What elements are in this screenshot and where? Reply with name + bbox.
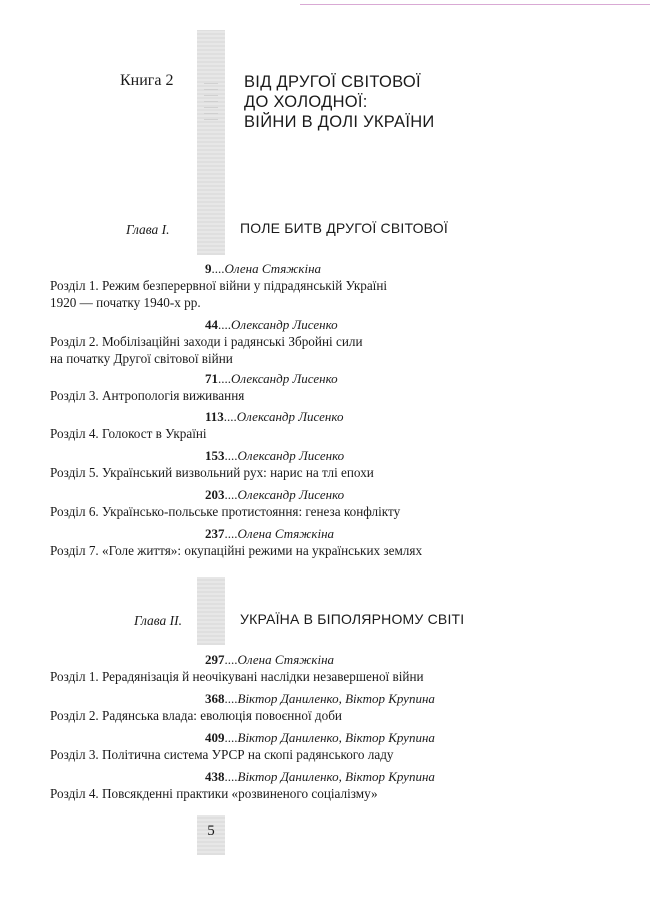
toc-entry bbox=[50, 486, 490, 520]
section-title: Розділ 2. Мобілізаційні заходи і радянські Збройні сили bbox=[50, 334, 363, 349]
author: Віктор Даниленко, Віктор Крупина bbox=[237, 769, 435, 784]
author: Олександр Лисенко bbox=[237, 487, 345, 502]
entry-header bbox=[50, 316, 490, 333]
leader-dots: .... bbox=[224, 652, 238, 667]
leader-dots: .... bbox=[223, 409, 237, 424]
toc-entry bbox=[50, 447, 490, 481]
book-label: Книга 2 bbox=[120, 72, 174, 89]
top-border-line bbox=[300, 4, 650, 5]
toc-entry bbox=[50, 260, 490, 311]
author: Олександр Лисенко bbox=[231, 317, 338, 332]
book-title-line: ДО ХОЛОДНОЇ: bbox=[244, 93, 368, 111]
author: Олександр Лисенко bbox=[236, 409, 344, 424]
leader-dots: .... bbox=[224, 526, 238, 541]
decorative-gray-strip bbox=[197, 30, 225, 255]
toc-entry bbox=[50, 525, 490, 559]
section-title: Розділ 3. Політична система УРСР на скопі радянського ладу bbox=[50, 747, 394, 762]
section-title: Розділ 7. «Голе життя»: окупаційні режими на українських землях bbox=[50, 543, 423, 558]
page-ref: 409 bbox=[205, 730, 225, 745]
chapter-label: Глава I. bbox=[126, 222, 170, 237]
section-title: Розділ 1. Рерадянізація й неочікувані наслідки незавершеної війни bbox=[50, 669, 424, 684]
toc-entry bbox=[50, 729, 490, 763]
chapter-title: ПОЛЕ БИТВ ДРУГОЇ СВІТОВОЇ bbox=[240, 220, 448, 236]
author: Олександр Лисенко bbox=[231, 371, 338, 386]
page-ref: 368 bbox=[205, 691, 225, 706]
entry-header bbox=[50, 260, 490, 277]
section-title: Розділ 6. Українсько-польське протистояння: генеза конфлікту bbox=[50, 504, 401, 519]
toc-entry bbox=[50, 370, 490, 404]
chapter-title: УКРАЇНА В БІПОЛЯРНОМУ СВІТІ bbox=[240, 611, 465, 627]
toc-entry bbox=[50, 316, 490, 367]
page-ref: 297 bbox=[205, 652, 225, 667]
section-title: Розділ 3. Антропологія виживання bbox=[50, 388, 245, 403]
author: Віктор Даниленко, Віктор Крупина bbox=[237, 730, 435, 745]
leader-dots: .... bbox=[211, 261, 225, 276]
entry-header bbox=[50, 408, 490, 425]
author: Віктор Даниленко, Віктор Крупина bbox=[237, 691, 435, 706]
decorative-gray-strip bbox=[197, 577, 225, 645]
entry-header bbox=[50, 690, 490, 707]
page-ref: 44 bbox=[205, 317, 218, 332]
toc-entry bbox=[50, 768, 490, 802]
leader-dots: .... bbox=[224, 730, 238, 745]
section-title: Розділ 4. Голокост в Україні bbox=[50, 426, 207, 441]
author: Олена Стяжкіна bbox=[237, 526, 335, 541]
chapter-label: Глава II. bbox=[134, 613, 183, 628]
page-ref: 9 bbox=[205, 261, 212, 276]
book-title-line: ВІЙНИ В ДОЛІ УКРАЇНИ bbox=[244, 113, 435, 131]
page-ref: 237 bbox=[205, 526, 225, 541]
section-title: Розділ 4. Повсякденні практики «розвиненого соціалізму» bbox=[50, 786, 378, 801]
page-ref: 438 bbox=[205, 769, 225, 784]
section-title-continued: на початку Другої світової війни bbox=[50, 351, 233, 366]
leader-dots: .... bbox=[224, 691, 238, 706]
entry-header bbox=[50, 370, 490, 387]
page-ref: 153 bbox=[205, 448, 225, 463]
entry-header bbox=[50, 768, 490, 785]
leader-dots: .... bbox=[224, 448, 238, 463]
toc-entry bbox=[50, 690, 490, 724]
author: Олександр Лисенко bbox=[237, 448, 345, 463]
section-title: Розділ 2. Радянська влада: еволюція повоєнної доби bbox=[50, 708, 342, 723]
toc-entry bbox=[50, 651, 490, 685]
leader-dots: .... bbox=[224, 487, 238, 502]
author: Олена Стяжкіна bbox=[224, 261, 322, 276]
section-title-continued: 1920 — початку 1940-х рр. bbox=[50, 295, 201, 310]
page-ref: 113 bbox=[205, 409, 224, 424]
page-ref: 71 bbox=[205, 371, 218, 386]
entry-header bbox=[50, 729, 490, 746]
toc-entry bbox=[50, 408, 490, 442]
author: Олена Стяжкіна bbox=[237, 652, 335, 667]
entry-header bbox=[50, 525, 490, 542]
section-title: Розділ 1. Режим безперервної війни у підрадянській Україні bbox=[50, 278, 388, 293]
section-title: Розділ 5. Український визвольний рух: нарис на тлі епохи bbox=[50, 465, 374, 480]
book-title bbox=[244, 72, 544, 132]
page-number: 5 bbox=[207, 823, 215, 839]
entry-header bbox=[50, 486, 490, 503]
page-ref: 203 bbox=[205, 487, 225, 502]
leader-dots: .... bbox=[218, 317, 231, 332]
entry-header bbox=[50, 651, 490, 668]
book-title-line: ВІД ДРУГОЇ СВІТОВОЇ bbox=[244, 73, 421, 91]
leader-dots: .... bbox=[224, 769, 238, 784]
entry-header bbox=[50, 447, 490, 464]
leader-dots: .... bbox=[218, 371, 231, 386]
decorative-strip-texture bbox=[204, 78, 218, 120]
